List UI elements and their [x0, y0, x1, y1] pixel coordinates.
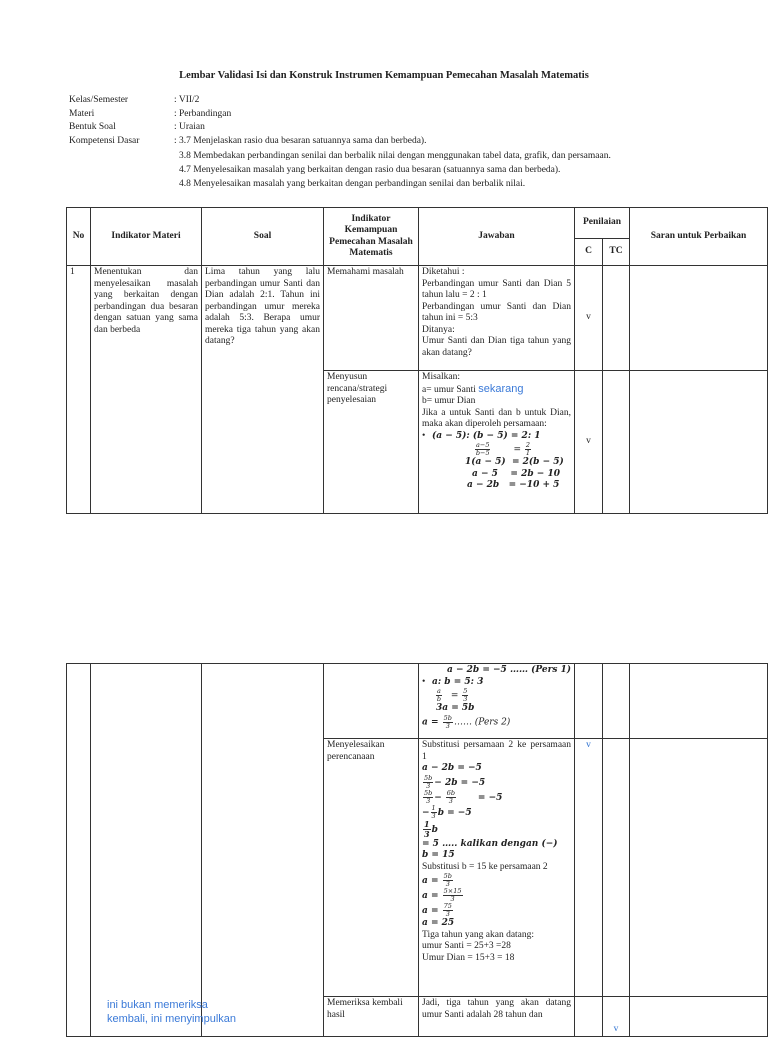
header-tc: TC — [603, 239, 630, 266]
tc-cell-memahami — [603, 266, 630, 371]
jawaban-cont: a − 2b = −5 …… (Pers 1) • a: b = 5: 3 $\frac{a}{b}$ = $\frac{5}{3}$ 3a = 5b a = $\frac{5b}{3}$ …… (Pers 2) — [419, 664, 575, 739]
saran-cell-cont — [630, 664, 768, 739]
header-penilaian: Penilaian — [575, 208, 630, 239]
saran-cell-memeriksa — [630, 997, 768, 1037]
meta-row-materi: Materi : Perbandingan — [69, 108, 232, 119]
header-saran: Saran untuk Perbaikan — [630, 208, 768, 266]
jawaban-menyelesaikan: Substitusi persamaan 2 ke persamaan 1 a − 2b = −5 $\frac{5b}{3}$ − 2b = −5 $\frac{5b}{3}$ − $\frac{6b}{3}$ = −5 − $\frac{1}{3}$ b = −5 $\frac{1}{3}$ b = 5 ….. kalikan dengan (−) b = 15 Substitusi b = 15 ke persamaan 2 a = $\frac{5b}{3}$ a = $\frac{5\times 15}{3}$ a = $\frac{75}{3}$ a = 25 Tiga tahun yang akan datang: umur Santi = 25+3 =28 Umur Dian = 15+3 = 18 — [419, 739, 575, 997]
jawaban-memeriksa: Jadi, tiga tahun yang akan datang umur Santi adalah 28 tahun dan — [419, 997, 575, 1037]
tc-cell-cont — [603, 664, 630, 739]
meta-row-kelas: Kelas/Semester : VII/2 — [69, 95, 200, 105]
meta-row-kompetensi: Kompetensi Dasar : 3.7 Menjelaskan rasio dua besaran satuannya sama dan berbeda). — [69, 135, 427, 146]
indikator-menyusun: Menyusun rencana/strategi penyelesaian — [324, 371, 419, 514]
header-no: No — [67, 208, 91, 266]
kd-item: 4.8 Menyelesaikan masalah yang berkaitan dengan perbandingan senilai dan berbalik nilai. — [179, 179, 526, 189]
handwritten-sekarang: sekarang — [478, 382, 524, 395]
kd-item: 4.7 Menyelesaikan masalah yang berkaitan dengan rasio dua besaran (satuannya sama dan berbeda). — [179, 165, 561, 175]
header-indikator-kpm: Indikator Kemampuan Pemecahan Masalah Matematis — [324, 208, 419, 266]
header-jawaban: Jawaban — [419, 208, 575, 266]
header-c: C — [575, 239, 603, 266]
row-no: 1 — [67, 266, 91, 514]
indikator-materi-cont — [91, 664, 202, 1037]
saran-cell-memahami — [630, 266, 768, 371]
kd-item: 3.8 Membedakan perbandingan senilai dan berbalik nilai dengan menggunakan tabel data, grafik, dan persamaan. — [179, 151, 611, 161]
c-mark-menyelesaikan: v — [575, 739, 603, 997]
indikator-cont — [324, 664, 419, 739]
saran-cell-menyusun — [630, 371, 768, 514]
soal-cell: Lima tahun yang lalu perbandingan umur Santi dan Dian adalah 2:1. Tahun ini perbandingan umur mereka adalah 5:3. Berapa umur mereka tiga tahun yang akan datang? — [202, 266, 324, 514]
c-cell-memeriksa — [575, 997, 603, 1037]
c-mark-menyusun: v — [575, 371, 603, 514]
c-mark-memahami: v — [575, 266, 603, 371]
tc-mark-memeriksa: v — [603, 997, 630, 1037]
saran-cell-menyelesaikan — [630, 739, 768, 997]
validation-table-page1 — [66, 207, 768, 514]
row-no-cont — [67, 664, 91, 1037]
indikator-memeriksa: Memeriksa kembali hasil — [324, 997, 419, 1037]
meta-row-bentuk-soal: Bentuk Soal : Uraian — [69, 122, 205, 132]
document-title: Lembar Validasi Isi dan Konstruk Instrumen Kemampuan Pemecahan Masalah Matematis — [179, 70, 589, 81]
tc-cell-menyelesaikan — [603, 739, 630, 997]
indikator-materi-cell: Menentukan dan menyelesaikan masalah yang berkaitan dengan perbandingan dua besaran dengan satuan yang sama dan berbeda — [91, 266, 202, 514]
tc-cell-menyusun — [603, 371, 630, 514]
header-soal: Soal — [202, 208, 324, 266]
handwritten-reviewer-note: ini bukan memeriksa kembali, ini menyimpulkan — [107, 999, 236, 1025]
kompetensi-list — [174, 149, 611, 191]
indikator-memahami: Memahami masalah — [324, 266, 419, 371]
indikator-menyelesaikan: Menyelesaikan perencanaan — [324, 739, 419, 997]
soal-cont — [202, 664, 324, 1037]
jawaban-menyusun: Misalkan: a= umur Santi sekarang b= umur Dian Jika a untuk Santi dan b untuk Dian, maka akan diperoleh persamaan: • (a − 5): (b − 5) = 2: 1 $\frac{a-5}{b-5}$ = $\frac{2}{1}$ 1(a − 5) = 2(b − 5) a − 5 = 2b − 10 a − 2b = −10 + 5 — [419, 371, 575, 514]
header-indikator-materi: Indikator Materi — [91, 208, 202, 266]
jawaban-memahami: Diketahui : Perbandingan umur Santi dan Dian 5 tahun lalu = 2 : 1 Perbandingan umur Santi dan Dian tahun ini = 5:3 Ditanya: Umur Santi dan Dian tiga tahun yang akan datang? — [419, 266, 575, 371]
validation-table-page2 — [66, 663, 768, 1037]
meta-block — [69, 94, 426, 148]
c-cell-cont — [575, 664, 603, 739]
